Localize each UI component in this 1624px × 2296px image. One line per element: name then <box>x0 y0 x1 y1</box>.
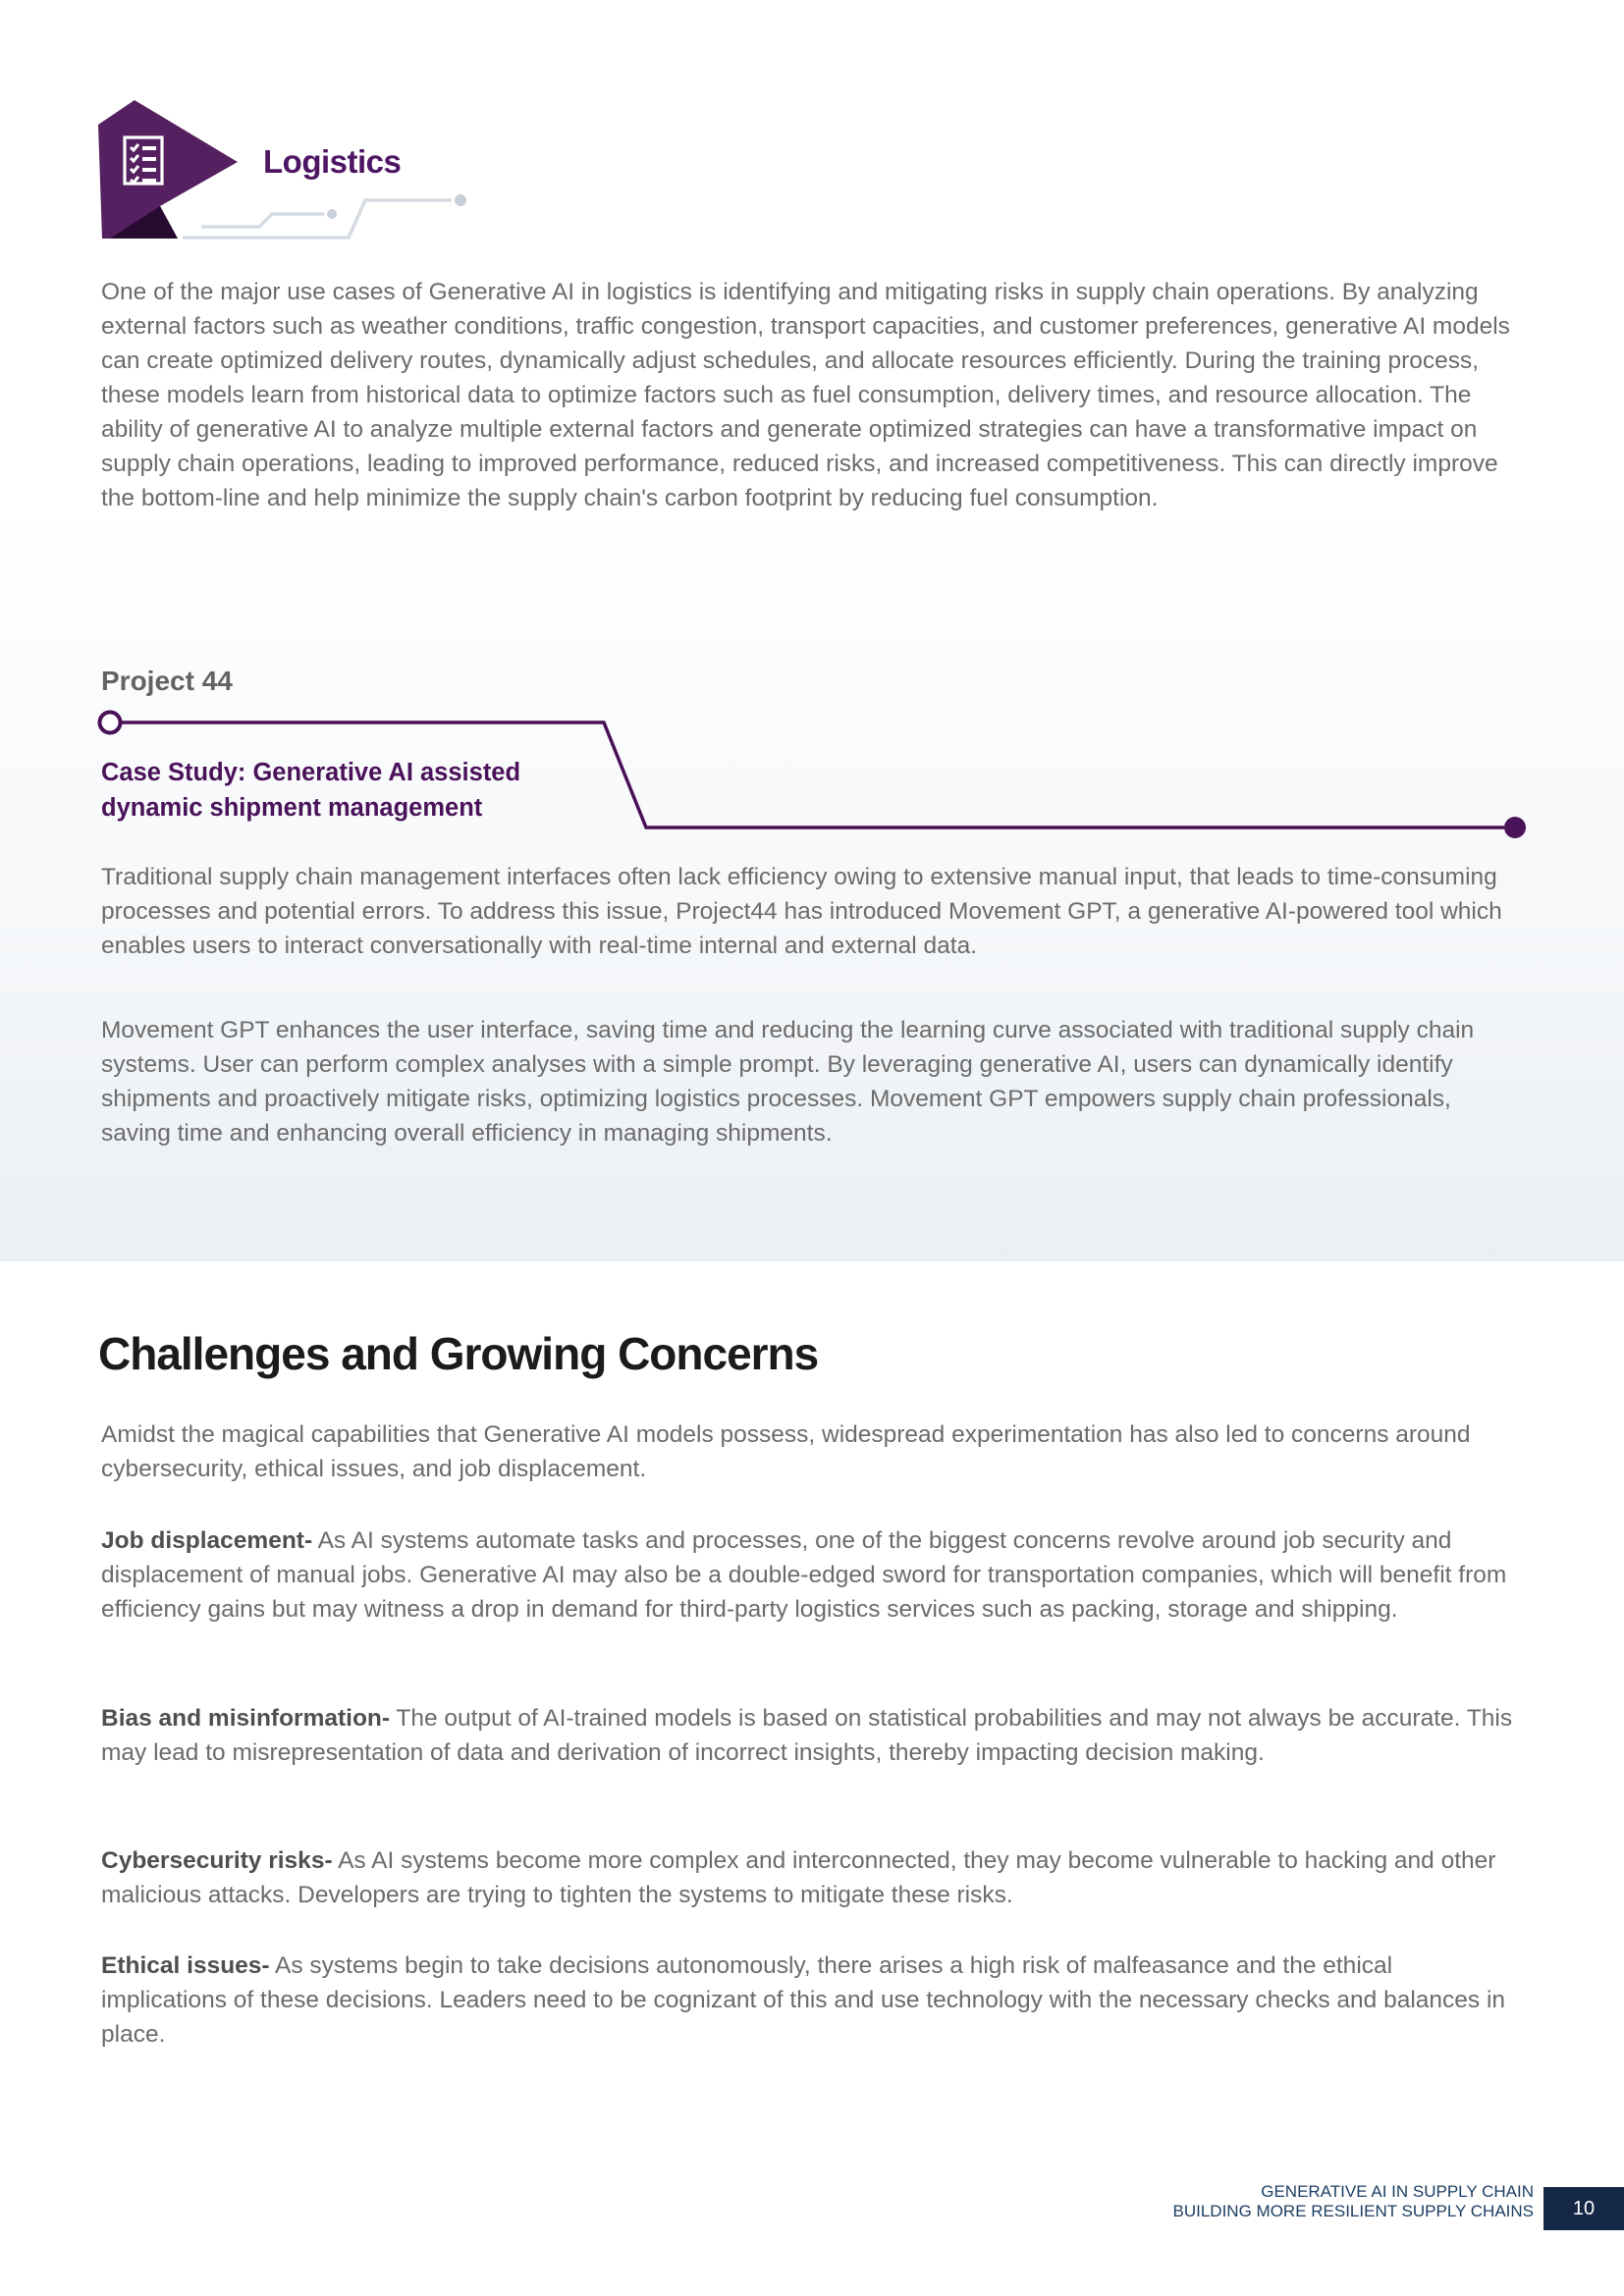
footer-report-title <box>1173 2182 1534 2221</box>
case-study-heading <box>101 756 520 826</box>
challenge-item-ethical-issues <box>101 1949 1523 2052</box>
section-title-logistics: Logistics <box>263 143 402 180</box>
intro-paragraph: One of the major use cases of Generative AI in logistics is identifying and mitigating risks in supply chain operations. By analyzing external factors such as weather conditions, traffic congestion, transport capacities, and customer preferences, generative AI models can create optimized delivery routes, dynamically adjust schedules, and allocate resources efficiently. During the training process, these models learn from historical data to optimize factors such as fuel consumption, delivery times, and resource allocation. The ability of generative AI to analyze multiple external factors and generate optimized strategies can have a transformative impact on supply chain operations, leading to improved performance, reduced risks, and increased competitiveness. This can directly improve the bottom-line and help minimize the supply chain's carbon footprint by reducing fuel consumption. <box>101 279 1510 511</box>
challenge-text: As AI systems automate tasks and processes, one of the biggest concerns revolve around job security and displacement of manual jobs. Generative AI may also be a double-edged sword for transportation companies, which will benefit from efficiency gains but may witness a drop in demand for third-party logistics services such as packing, storage and shipping. <box>101 1527 1507 1623</box>
challenges-heading: Challenges and Growing Concerns <box>98 1328 819 1379</box>
challenge-label: Ethical issues- <box>101 1952 270 1979</box>
circuit-decoration <box>183 200 452 238</box>
circuit-dot <box>327 209 337 219</box>
challenge-text: As AI systems become more complex and interconnected, they may become vulnerable to hacking and other malicious attacks. Developers are trying to tighten the systems to mitigate these risks. <box>101 1847 1496 1908</box>
connector-start-circle <box>100 713 121 733</box>
case-study-line2: dynamic shipment management <box>101 793 483 822</box>
logo-arrow-shape <box>98 100 238 239</box>
project-44-heading: Project 44 <box>101 666 233 696</box>
footer-line2: BUILDING MORE RESILIENT SUPPLY CHAINS <box>1172 2202 1534 2220</box>
challenges-intro-paragraph: Amidst the magical capabilities that Generative AI models possess, widespread experimentation has also led to concerns around cybersecurity, ethical issues, and job displacement. <box>101 1421 1471 1482</box>
footer-line1: GENERATIVE AI IN SUPPLY CHAIN <box>1261 2182 1534 2201</box>
challenge-item-bias-misinformation <box>101 1701 1523 1770</box>
connector-end-dot <box>1504 817 1526 838</box>
case-study-paragraph-1: Traditional supply chain management interfaces often lack efficiency owing to extensive manual input, that leads to time-consuming processes and potential errors. To address this issue, Project44 has introduced Movement GPT, a generative AI-powered tool which enables users to interact conversationally with real-time internal and external data. <box>101 864 1502 959</box>
page-number: 10 <box>1572 2197 1596 2219</box>
case-study-paragraph-2: Movement GPT enhances the user interface, saving time and reducing the learning curve associated with traditional supply chain systems. User can perform complex analyses with a simple prompt. By leveraging generative AI, users can dynamically identify shipments and proactively mitigate risks, optimizing logistics processes. Movement GPT empowers supply chain professionals, saving time and enhancing overall efficiency in managing shipments. <box>101 1017 1475 1147</box>
challenge-label: Job displacement- <box>101 1527 313 1554</box>
page-number-badge <box>1543 2187 1624 2230</box>
challenge-text: As systems begin to take decisions autonomously, there arises a high risk of malfeasance and the ethical implications of these decisions. Leaders need to be cognizant of this and use technology with the necessary checks and balances in place. <box>101 1952 1506 2048</box>
challenge-label: Cybersecurity risks- <box>101 1847 333 1874</box>
challenge-text: The output of AI-trained models is based on statistical probabilities and may not always be accurate. This may lead to misrepresentation of data and derivation of incorrect insights, thereby impacting decision making. <box>101 1705 1513 1766</box>
challenge-item-job-displacement <box>101 1523 1523 1627</box>
challenge-label: Bias and misinformation- <box>101 1705 391 1732</box>
circuit-dot <box>455 194 466 206</box>
challenge-item-cybersecurity-risks <box>101 1843 1523 1912</box>
case-study-line1: Case Study: Generative AI assisted <box>101 759 521 786</box>
